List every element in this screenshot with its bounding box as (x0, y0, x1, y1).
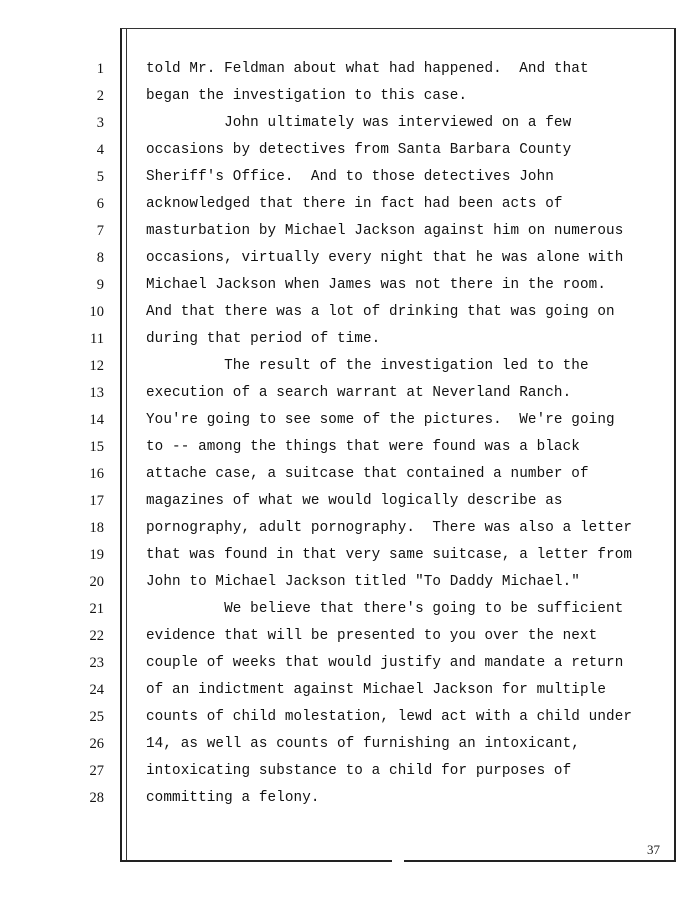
page-bottom-rule-gap (392, 858, 404, 864)
line-number: 25 (89, 709, 104, 725)
transcript-line: John ultimately was interviewed on a few (146, 115, 572, 131)
transcript-line: 14, as well as counts of furnishing an intoxicant, (146, 736, 580, 752)
line-number: 6 (96, 196, 104, 212)
line-number: 8 (96, 250, 104, 266)
line-number: 28 (89, 790, 104, 806)
transcript-line: The result of the investigation led to the (146, 358, 589, 374)
line-number: 5 (96, 169, 104, 185)
transcript-line: Michael Jackson when James was not there in the room. (146, 277, 607, 293)
line-number: 27 (89, 763, 104, 779)
transcript-line: acknowledged that there in fact had been acts of (146, 196, 563, 212)
line-number: 14 (89, 412, 104, 428)
line-number: 26 (89, 736, 104, 752)
transcript-line: magazines of what we would logically describe as (146, 493, 563, 509)
line-number: 11 (90, 331, 104, 347)
line-number: 7 (96, 223, 104, 239)
line-number: 13 (89, 385, 104, 401)
line-number: 24 (89, 682, 104, 698)
margin-rule (126, 28, 127, 860)
transcript-line: that was found in that very same suitcase, a letter from (146, 547, 633, 563)
transcript-line: You're going to see some of the pictures. We're going (146, 412, 615, 428)
transcript-line: occasions by detectives from Santa Barbara County (146, 142, 572, 158)
line-number-column (72, 58, 112, 814)
transcript-line: John to Michael Jackson titled "To Daddy Michael." (146, 574, 580, 590)
line-number: 23 (89, 655, 104, 671)
transcript-line: evidence that will be presented to you over the next (146, 628, 598, 644)
line-number: 21 (89, 601, 104, 617)
transcript-line: committing a felony. (146, 790, 320, 806)
line-number: 4 (96, 142, 104, 158)
line-number: 15 (89, 439, 104, 455)
line-number: 12 (89, 358, 104, 374)
transcript-line: of an indictment against Michael Jackson for multiple (146, 682, 607, 698)
transcript-line: began the investigation to this case. (146, 88, 468, 104)
page-number: 37 (647, 842, 660, 857)
transcript-line: And that there was a lot of drinking that was going on (146, 304, 615, 320)
transcript-line: during that period of time. (146, 331, 381, 347)
line-number: 22 (89, 628, 104, 644)
transcript-line: to -- among the things that were found was a black (146, 439, 580, 455)
transcript-line: execution of a search warrant at Neverland Ranch. (146, 385, 572, 401)
transcript-line: intoxicating substance to a child for purposes of (146, 763, 572, 779)
transcript-line: Sheriff's Office. And to those detectives John (146, 169, 554, 185)
line-number: 17 (89, 493, 104, 509)
line-number: 18 (89, 520, 104, 536)
line-number: 3 (96, 115, 104, 131)
line-number: 2 (96, 88, 104, 104)
line-number: 1 (96, 61, 104, 77)
line-number: 16 (89, 466, 104, 482)
transcript-line: masturbation by Michael Jackson against him on numerous (146, 223, 624, 239)
transcript-line: told Mr. Feldman about what had happened. And that (146, 61, 589, 77)
line-number: 9 (96, 277, 104, 293)
transcript-line: occasions, virtually every night that he was alone with (146, 250, 624, 266)
line-number: 20 (89, 574, 104, 590)
transcript-line: counts of child molestation, lewd act with a child under (146, 709, 633, 725)
line-number: 19 (89, 547, 104, 563)
transcript-line: couple of weeks that would justify and mandate a return (146, 655, 624, 671)
transcript-line: attache case, a suitcase that contained a number of (146, 466, 589, 482)
transcript-line: pornography, adult pornography. There was also a letter (146, 520, 633, 536)
transcript-body (146, 58, 666, 814)
line-number: 10 (89, 304, 104, 320)
transcript-line: We believe that there's going to be sufficient (146, 601, 624, 617)
